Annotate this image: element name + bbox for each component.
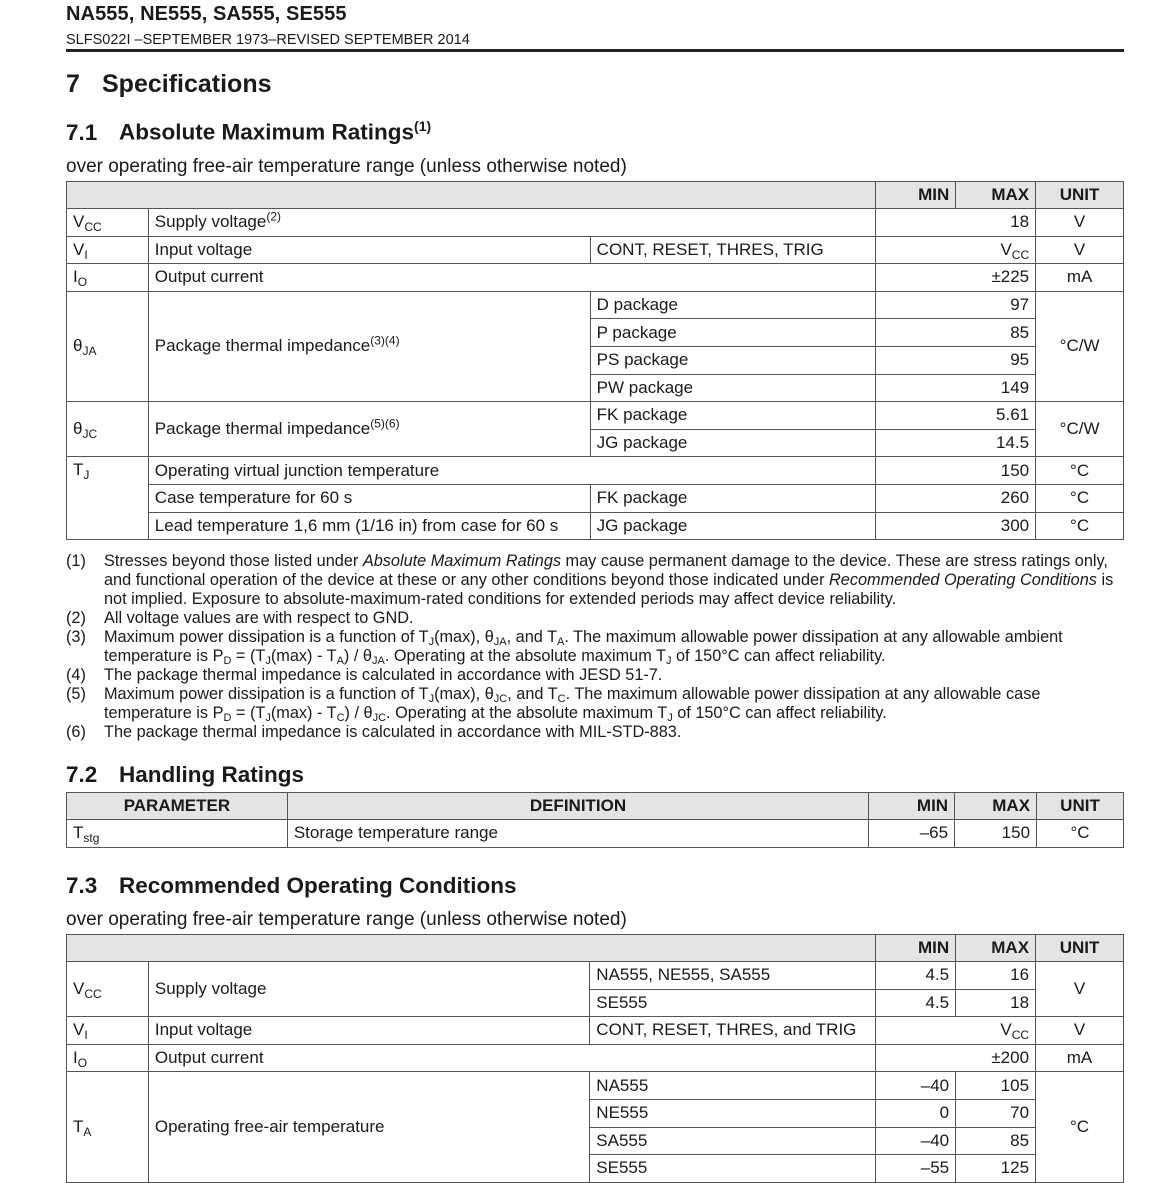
max-cell: 16	[956, 962, 1036, 990]
max-cell: 14.5	[956, 429, 1036, 457]
roc-condition: over operating free-air temperature range (unless otherwise noted)	[66, 909, 627, 930]
condition-cell: P package	[590, 319, 876, 347]
symbol-cell: $T_J$	[67, 457, 149, 540]
symbol-cell: $I_O$	[67, 1044, 149, 1072]
table-row	[67, 512, 1124, 540]
condition-cell: CONT, RESET, THRES, TRIG	[590, 236, 876, 264]
table-row	[67, 457, 1124, 485]
max-cell: 85	[956, 1127, 1036, 1155]
abs-max-condition: over operating free-air temperature range (unless otherwise noted)	[66, 156, 627, 177]
footnote: (2) All voltage values are with respect to GND.	[66, 609, 414, 627]
unit-cell: °C/W	[1036, 402, 1124, 457]
unit-cell: °C	[1036, 1072, 1124, 1182]
table-row	[67, 236, 1124, 264]
min-cell: –40	[876, 1127, 956, 1155]
min-cell: 4.5	[876, 962, 956, 990]
condition-cell: SE555	[590, 1155, 876, 1183]
min-cell: –40	[876, 1072, 956, 1100]
min-cell	[876, 1044, 956, 1072]
roc-table	[66, 934, 1124, 1183]
section-heading	[66, 70, 272, 99]
parameter-cell: Operating virtual junction temperature	[148, 457, 876, 485]
roc-heading: 7.3 Recommended Operating Conditions	[66, 873, 517, 898]
max-cell: 300	[956, 512, 1036, 540]
max-cell: 18	[956, 209, 1036, 237]
unit-cell: mA	[1036, 264, 1124, 292]
unit-cell: mA	[1036, 1044, 1124, 1072]
header-rule	[66, 49, 1124, 52]
unit-cell: °C	[1036, 457, 1124, 485]
max-cell: 85	[956, 319, 1036, 347]
min-cell	[876, 209, 956, 237]
min-cell	[876, 264, 956, 292]
document-id: SLFS022I –SEPTEMBER 1973–REVISED SEPTEMBER 2014	[66, 32, 470, 48]
header-blank-cell	[67, 182, 876, 209]
max-cell: $V_{CC}$	[956, 1017, 1036, 1045]
table-header-row	[67, 182, 1124, 209]
min-cell: –65	[869, 820, 955, 848]
condition-cell: NE555	[590, 1099, 876, 1127]
min-cell	[876, 346, 956, 374]
unit-cell: °C	[1036, 512, 1124, 540]
footnote: (3) Maximum power dissipation is a function of $T_J(\max)$, $\theta_{JA}$, and $T_A$. The maximum allowable power dissipation at any allowable ambient temperature is $P_D = (T_J(\max) - T_A) / \theta_{JA}$. Operating at the absolute maximum $T_J$ of 150°C can affect reliability.	[66, 628, 1063, 667]
abs-max-footnote-ref[interactable]: (1)	[414, 118, 432, 134]
max-cell: 150	[956, 457, 1036, 485]
max-cell: 149	[956, 374, 1036, 402]
min-cell	[876, 402, 956, 430]
symbol-cell: $V_{CC}$	[67, 209, 149, 237]
min-header: MIN	[869, 793, 955, 820]
unit-cell: V	[1036, 209, 1124, 237]
footnote: (1) Stresses beyond those listed under Absolute Maximum Ratings may cause permanent damage to the device. These are stress ratings only, and functional operation of the device at these or any other conditions beyond those indicated under Recommended Operating Conditions is not implied. Exposure to absolute-maximum-rated conditions for extended periods may affect device reliability.	[66, 552, 1114, 608]
max-cell: 97	[956, 291, 1036, 319]
condition-cell: SE555	[590, 989, 876, 1017]
max-header: MAX	[956, 182, 1036, 209]
parameter-header: PARAMETER	[67, 793, 288, 820]
parameter-cell: Package thermal impedance$^{(3)(4)}$	[148, 291, 590, 401]
max-cell: 70	[956, 1099, 1036, 1127]
max-header: MAX	[955, 793, 1037, 820]
max-cell: 105	[956, 1072, 1036, 1100]
min-cell: 4.5	[876, 989, 956, 1017]
footnote: (6) The package thermal impedance is calculated in accordance with MIL-STD-883.	[66, 723, 682, 741]
condition-cell: NA555, NE555, SA555	[590, 962, 876, 990]
footnotes	[66, 552, 1126, 742]
parameter-cell: Case temperature for 60 s	[148, 484, 590, 512]
definition-cell: Storage temperature range	[287, 820, 868, 848]
unit-cell: °C/W	[1036, 291, 1124, 401]
parameter-cell: Input voltage	[148, 236, 590, 264]
condition-cell: PS package	[590, 346, 876, 374]
condition-cell: JG package	[590, 512, 876, 540]
max-header: MAX	[956, 935, 1036, 962]
max-cell: 150	[955, 820, 1037, 848]
unit-cell: V	[1036, 236, 1124, 264]
unit-header: UNIT	[1036, 935, 1124, 962]
max-cell: $V_{CC}$	[956, 236, 1036, 264]
min-cell	[876, 457, 956, 485]
section-title: Specifications	[102, 70, 272, 98]
parameter-cell: Package thermal impedance$^{(5)(6)}$	[148, 402, 590, 457]
table-row	[67, 1072, 1124, 1100]
abs-max-title: Absolute Maximum Ratings	[119, 119, 415, 145]
header-blank-cell	[67, 935, 876, 962]
condition-cell: SA555	[590, 1127, 876, 1155]
abs-max-number: 7.1	[66, 119, 98, 145]
parameter-cell: Operating free-air temperature	[148, 1072, 589, 1182]
condition-cell: D package	[590, 291, 876, 319]
condition-cell: JG package	[590, 429, 876, 457]
parameter-cell: Supply voltage$^{(2)}$	[148, 209, 876, 237]
max-cell: 5.61	[956, 402, 1036, 430]
symbol-cell: $\theta_{JA}$	[67, 291, 149, 401]
table-row	[67, 1044, 1124, 1072]
unit-header: UNIT	[1037, 793, 1124, 820]
max-cell: ±200	[956, 1044, 1036, 1072]
symbol-cell: $\theta_{JC}$	[67, 402, 149, 457]
table-row	[67, 962, 1124, 990]
table-row	[67, 484, 1124, 512]
unit-cell: °C	[1037, 820, 1124, 848]
parameter-cell: Supply voltage	[148, 962, 589, 1017]
handling-heading: 7.2 Handling Ratings	[66, 762, 304, 787]
min-header: MIN	[876, 182, 956, 209]
parameter-cell: Output current	[148, 264, 876, 292]
symbol-cell: $T_A$	[67, 1072, 149, 1182]
footnote: (5) Maximum power dissipation is a function of $T_J(\max)$, $\theta_{JC}$, and $T_C$. The maximum allowable power dissipation at any allowable case temperature is $P_D = (T_J(\max) - T_C) / \theta_{JC}$. Operating at the absolute maximum $T_J$ of 150°C can affect reliability.	[66, 685, 1041, 724]
condition-cell: NA555	[590, 1072, 876, 1100]
document-title: NA555, NE555, SA555, SE555	[66, 3, 347, 25]
max-cell: 18	[956, 989, 1036, 1017]
table-header-row	[67, 793, 1124, 820]
footnote: (4) The package thermal impedance is calculated in accordance with JESD 51-7.	[66, 666, 663, 684]
min-cell: –55	[876, 1155, 956, 1183]
min-cell	[876, 236, 956, 264]
parameter-cell: Input voltage	[148, 1017, 589, 1045]
abs-max-table	[66, 181, 1124, 540]
table-row	[67, 264, 1124, 292]
min-cell	[876, 319, 956, 347]
max-cell: 260	[956, 484, 1036, 512]
handling-table	[66, 792, 1124, 848]
unit-cell: V	[1036, 962, 1124, 1017]
symbol-cell: $T_{stg}$	[67, 820, 288, 848]
parameter-cell: Output current	[148, 1044, 875, 1072]
min-cell	[876, 512, 956, 540]
min-cell	[876, 374, 956, 402]
symbol-cell: $V_I$	[67, 1017, 149, 1045]
table-row	[67, 291, 1124, 319]
table-row	[67, 820, 1124, 848]
max-cell: ±225	[956, 264, 1036, 292]
condition-cell: CONT, RESET, THRES, and TRIG	[590, 1017, 876, 1045]
parameter-cell: Lead temperature 1,6 mm (1/16 in) from case for 60 s	[148, 512, 590, 540]
min-cell	[876, 429, 956, 457]
definition-header: DEFINITION	[287, 793, 868, 820]
min-cell	[876, 291, 956, 319]
unit-cell: °C	[1036, 484, 1124, 512]
abs-max-heading	[66, 118, 431, 146]
symbol-cell: $V_I$	[67, 236, 149, 264]
max-cell: 125	[956, 1155, 1036, 1183]
table-row	[67, 402, 1124, 430]
unit-cell: V	[1036, 1017, 1124, 1045]
condition-cell: PW package	[590, 374, 876, 402]
symbol-cell: $I_O$	[67, 264, 149, 292]
symbol-cell: $V_{CC}$	[67, 962, 149, 1017]
min-header: MIN	[876, 935, 956, 962]
condition-cell: FK package	[590, 484, 876, 512]
condition-cell: FK package	[590, 402, 876, 430]
min-cell	[876, 484, 956, 512]
section-number: 7	[66, 70, 80, 98]
min-cell	[876, 1017, 956, 1045]
table-row	[67, 209, 1124, 237]
max-cell: 95	[956, 346, 1036, 374]
min-cell: 0	[876, 1099, 956, 1127]
unit-header: UNIT	[1036, 182, 1124, 209]
table-header-row	[67, 935, 1124, 962]
table-row	[67, 1017, 1124, 1045]
